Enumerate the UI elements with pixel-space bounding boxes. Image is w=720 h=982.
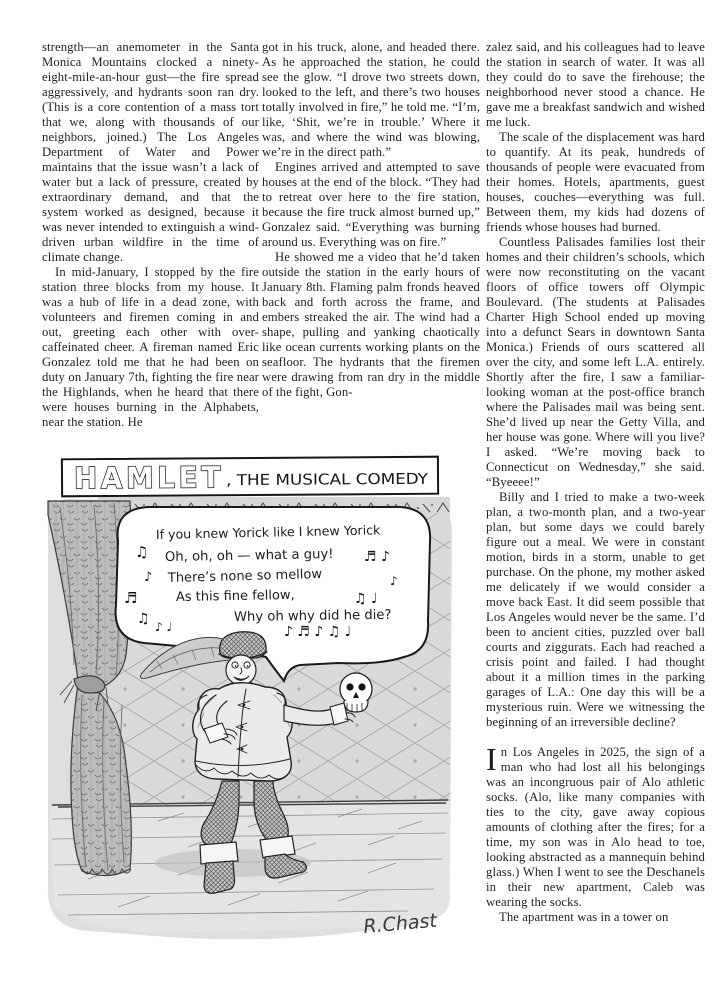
skull-icon	[340, 673, 372, 712]
lyrics-line: Oh, oh, oh — what a guy!	[164, 547, 334, 565]
paragraph: zalez said, and his colleagues had to leave the station in search of water. It was all they could do to save the firehouse; the neighborhood never stood a chance. He gave me a breakfast sandwich and wished me luck.	[486, 40, 705, 129]
paragraph: Engines arrived and attempted to save houses at the end of the block. “They had to retreat over here to the fire station, because the fire truck almost burned up,” Gonzalez said. “Everything was burning around us. Everything was on fire.”	[262, 160, 480, 249]
lyrics-line: There’s none so mellow	[167, 566, 323, 586]
paragraph: strength—an anemometer in the Santa Monica Mountains clocked a ninety-eight-mile-an-hour gust—the fire spread aggressively, and hydrants soon ran dry. (This is a core contention of a mass tort that we, along with thousands of our neighbors, joined.) The Los Angeles Department of Water and Power maintains that the issue wasn’t a lack of water but a lack of pressure, created by extraordinary demand, and that the system worked as designed, because it was never intended to extinguish a wind-driven urban wildfire in the time of climate change.	[42, 40, 259, 264]
hamlet-cartoon	[38, 455, 462, 979]
paragraph: Countless Palisades families lost their homes and their children’s schools, which were now reconstituting on the vacant floors of office towers off Olympic Boulevard. (The students at Palisades Charter High School ended up moving into a defunct Sears in downtown Santa Monica.) Friends of ours scattered all over the city, and some left L.A. entirely. Shortly after the fire, I saw a familiar-looking woman at the post-office branch where the Palisades mail was being sent. She’d lived up near the Getty Villa, and her house was gone. Where will you live? I asked. “We’re moving back to Connecticut on Wednesday,” she said. “Byeeee!”	[486, 235, 705, 489]
music-note-icon: ♬ ♪	[364, 549, 390, 565]
lyrics-line: As this fine fellow,	[175, 587, 295, 605]
cartoon-title-word: HAMLET	[73, 460, 232, 496]
paragraph: He showed me a video that he’d taken outside the station in the early hours of January 8th. Flaming palm fronds heaved back and forth across the frame, and embers streaked the air. The wind had a shape, pulling and yanking chaotically like ocean currents working plants on the seafloor. The hydrants that the firemen were drawing from ran dry in the middle of the fight, Gon-	[262, 250, 480, 399]
paragraph: The apartment was in a tower on	[499, 910, 669, 924]
music-note-icon: ♫ ♩	[354, 591, 378, 607]
music-note-icon: ♫	[135, 543, 149, 561]
lyrics-line: Why oh why did he die?	[233, 607, 392, 625]
music-note-icon: ♪	[144, 570, 153, 585]
music-note-icon: ♫	[137, 611, 150, 627]
text-column-1	[42, 40, 259, 458]
paragraph: The scale of the displacement was hard to quantify. At its peak, hundreds of thousands of people were evacuated from their homes. Hotels, apartments, guest houses, couches—everything was full. Between them, my kids had dozens of friends whose houses had burned.	[486, 130, 705, 234]
drop-cap: I	[486, 741, 497, 777]
music-note-icon: ♪	[390, 574, 398, 588]
text-column-3	[486, 40, 705, 952]
music-note-icon: ♬	[124, 589, 138, 607]
paragraph: Billy and I tried to make a two-week plan, a two-month plan, and a two-year plan, but some days we could barely figure out a meal. We were in constant motion, birds in a storm, unable to get purchase. On the phone, my mother asked me delicately if we would consider a move back East. It did seem possible that Los Angeles would never be the same. I’d been to ancient cities, puzzled over ball courts and ziggurats. Each had reached a crisis point and failed. I had thought about it a million times in the parking garages of L.A.: One day this will be a mysterious ruin. Were we witnessing the beginning of an irreversible decline?	[486, 490, 705, 729]
music-note-icon: ♪ ♬ ♪ ♫ ♩	[284, 624, 352, 640]
paragraph: In Los Angeles in 2025, the sign of a man who had lost all his belongings was an incongruous pair of Alo athletic socks. (Alo, like many companies with ties to the city, gave away copious amounts of clothing after the fires; for a time, my son was in Alo head to toe, looking abstracted as a mannequin behind glass.) When I went to see the Deschanels in their new apartment, Caleb was wearing the socks.	[486, 741, 705, 909]
paragraph: In mid-January, I stopped by the fire station three blocks from my house. It was a hub of life in a dead zone, with volunteers and firemen coming in and out, greeting each other with over-caffeinated cheer. A fireman named Eric Gonzalez told me that he had been on duty on January 7th, fighting the fire near the Highlands, when he heard that there were houses burning in the Alphabets, near the station. He	[42, 265, 259, 429]
artist-signature: R.Chast	[362, 909, 438, 938]
actor-head	[226, 655, 256, 685]
music-note-icon: ♪ ♩	[155, 620, 173, 634]
cartoon-title-banner	[62, 457, 438, 497]
text-column-2	[262, 40, 480, 458]
paragraph: got in his truck, alone, and headed there. As he approached the station, he could see the glow. “I drove two streets down, looked to the left, and there’s two houses totally involved in fire,” he told me. “I’m, like, ‘Shit, we’re in trouble.’ Where it was, and where the wind was blowing, we’re in the direct path.”	[262, 40, 480, 159]
cartoon-title-rest: , THE MUSICAL COMEDY	[225, 469, 407, 490]
lyrics-line: If you knew Yorick like I knew Yorick	[155, 522, 381, 542]
